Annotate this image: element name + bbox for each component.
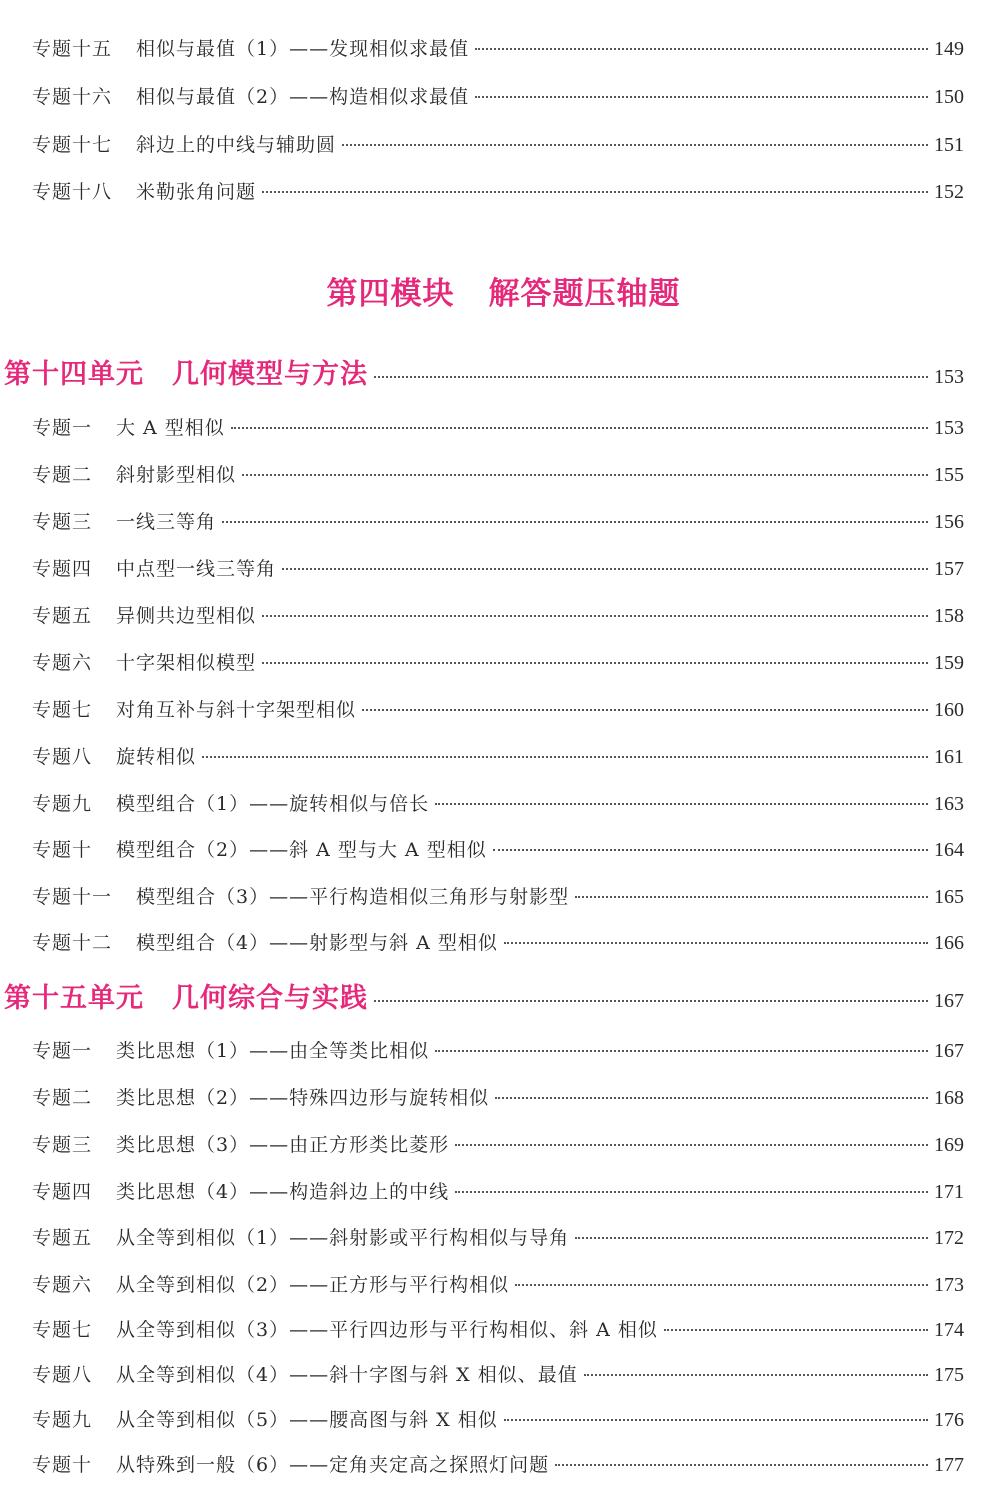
page-number: 153 xyxy=(934,366,964,388)
page-number: 149 xyxy=(934,38,964,60)
topic-title: 相似与最值（2）——构造相似求最值 xyxy=(136,86,470,108)
dot-leader xyxy=(555,1464,928,1466)
topic-title: 斜边上的中线与辅助圆 xyxy=(136,134,337,156)
topic-title: 模型组合（1）——旋转相似与倍长 xyxy=(116,793,430,815)
page-number: 164 xyxy=(934,839,964,861)
topic-number: 专题十一 xyxy=(32,886,113,908)
page-number: 177 xyxy=(934,1454,964,1476)
topic-number: 专题三 xyxy=(32,511,93,533)
page-number: 159 xyxy=(934,652,964,674)
page-number: 157 xyxy=(934,558,964,580)
topic-title: 从全等到相似（4）——斜十字图与斜 X 相似、最值 xyxy=(116,1364,578,1386)
topic-title: 模型组合（2）——斜 A 型与大 A 型相似 xyxy=(116,839,487,861)
page-number: 160 xyxy=(934,699,964,721)
dot-leader xyxy=(231,427,928,429)
dot-leader xyxy=(504,942,928,944)
topic-number: 专题六 xyxy=(32,652,93,674)
topic-number: 专题十 xyxy=(32,839,93,861)
page-number: 152 xyxy=(934,181,964,203)
dot-leader xyxy=(504,1419,928,1421)
page-number: 176 xyxy=(934,1409,964,1431)
topic-title: 从全等到相似（1）——斜射影或平行构相似与导角 xyxy=(116,1227,570,1249)
dot-leader xyxy=(664,1329,928,1331)
topic-number: 专题七 xyxy=(32,1319,93,1341)
topic-number: 专题九 xyxy=(32,1409,93,1431)
page-number: 166 xyxy=(934,932,964,954)
module-title: 解答题压轴题 xyxy=(488,276,681,312)
topic-number: 专题一 xyxy=(32,417,93,439)
page-number: 155 xyxy=(934,464,964,486)
topic-title: 中点型一线三等角 xyxy=(116,558,277,580)
topic-number: 专题十八 xyxy=(32,181,113,203)
toc-entry[interactable] xyxy=(32,742,964,769)
dot-leader xyxy=(493,849,928,851)
dot-leader xyxy=(282,568,928,570)
dot-leader xyxy=(342,144,928,146)
topic-number: 专题七 xyxy=(32,699,93,721)
toc-entry[interactable] xyxy=(32,1360,964,1387)
topic-title: 从全等到相似（5）——腰高图与斜 X 相似 xyxy=(116,1409,498,1431)
unit-heading[interactable] xyxy=(4,352,964,391)
topic-number: 专题四 xyxy=(32,558,93,580)
page-number: 174 xyxy=(934,1319,964,1341)
toc-entry[interactable] xyxy=(32,1450,964,1477)
toc-entry[interactable] xyxy=(32,413,964,440)
dot-leader xyxy=(575,896,928,898)
page-number: 173 xyxy=(934,1274,964,1296)
toc-entry[interactable] xyxy=(32,1177,964,1204)
topic-number: 专题八 xyxy=(32,1364,93,1386)
toc-entry[interactable] xyxy=(32,1223,964,1250)
toc-entry[interactable] xyxy=(32,507,964,534)
topic-number: 专题四 xyxy=(32,1181,93,1203)
topic-title: 旋转相似 xyxy=(116,746,197,768)
page-number: 167 xyxy=(934,990,964,1012)
toc-entry[interactable] xyxy=(32,1083,964,1110)
topic-number: 专题十 xyxy=(32,1454,93,1476)
topic-title: 相似与最值（1）——发现相似求最值 xyxy=(136,38,470,60)
page-number: 153 xyxy=(934,417,964,439)
topic-title: 对角互补与斜十字架型相似 xyxy=(116,699,357,721)
topic-title: 从特殊到一般（6）——定角夹定高之探照灯问题 xyxy=(116,1454,550,1476)
unit-number: 第十四单元 xyxy=(4,359,144,390)
toc-entry[interactable] xyxy=(32,1405,964,1432)
toc-entry[interactable] xyxy=(32,695,964,722)
page-number: 156 xyxy=(934,511,964,533)
dot-leader xyxy=(455,1191,928,1193)
toc-entry[interactable] xyxy=(32,1270,964,1297)
topic-number: 专题十六 xyxy=(32,86,113,108)
unit-title: 几何模型与方法 xyxy=(172,359,368,390)
topic-number: 专题八 xyxy=(32,746,93,768)
dot-leader xyxy=(575,1237,928,1239)
topic-title: 一线三等角 xyxy=(116,511,217,533)
dot-leader xyxy=(262,615,928,617)
toc-entry[interactable] xyxy=(32,928,964,955)
toc-entry[interactable] xyxy=(32,835,964,862)
page-number: 175 xyxy=(934,1364,964,1386)
toc-entry[interactable] xyxy=(32,601,964,628)
unit-title: 几何综合与实践 xyxy=(172,983,368,1014)
page-number: 161 xyxy=(934,746,964,768)
unit-heading[interactable] xyxy=(4,976,964,1015)
page-number: 151 xyxy=(934,134,964,156)
unit-number: 第十五单元 xyxy=(4,983,144,1014)
toc-entry[interactable] xyxy=(32,648,964,675)
topic-title: 米勒张角问题 xyxy=(136,181,257,203)
page-number: 167 xyxy=(934,1040,964,1062)
dot-leader xyxy=(262,662,928,664)
toc-entry[interactable] xyxy=(32,1130,964,1157)
page-number: 172 xyxy=(934,1227,964,1249)
topic-title: 类比思想（2）——特殊四边形与旋转相似 xyxy=(116,1087,490,1109)
dot-leader xyxy=(222,521,928,523)
topic-title: 类比思想（1）——由全等类比相似 xyxy=(116,1040,430,1062)
topic-title: 模型组合（3）——平行构造相似三角形与射影型 xyxy=(136,886,570,908)
dot-leader xyxy=(435,1050,928,1052)
topic-number: 专题十五 xyxy=(32,38,113,60)
module-number: 第四模块 xyxy=(326,276,455,312)
dot-leader xyxy=(242,474,928,476)
toc-entry[interactable] xyxy=(32,1036,964,1063)
topic-number: 专题五 xyxy=(32,605,93,627)
topic-number: 专题十七 xyxy=(32,134,113,156)
toc-entry[interactable] xyxy=(32,789,964,816)
page-number: 150 xyxy=(934,86,964,108)
topic-number: 专题五 xyxy=(32,1227,93,1249)
toc-entry[interactable] xyxy=(32,130,964,157)
topic-number: 专题九 xyxy=(32,793,93,815)
topic-number: 专题十二 xyxy=(32,932,113,954)
topic-title: 大 A 型相似 xyxy=(116,417,225,439)
topic-number: 专题一 xyxy=(32,1040,93,1062)
topic-number: 专题六 xyxy=(32,1274,93,1296)
page-number: 158 xyxy=(934,605,964,627)
dot-leader xyxy=(362,709,928,711)
topic-title: 异侧共边型相似 xyxy=(116,605,257,627)
dot-leader xyxy=(202,756,928,758)
page-number: 171 xyxy=(934,1181,964,1203)
page-number: 165 xyxy=(934,886,964,908)
dot-leader xyxy=(374,376,928,378)
dot-leader xyxy=(374,1000,928,1002)
topic-number: 专题二 xyxy=(32,464,93,486)
page-number: 168 xyxy=(934,1087,964,1109)
page-number: 169 xyxy=(934,1134,964,1156)
dot-leader xyxy=(515,1284,928,1286)
topic-title: 从全等到相似（3）——平行四边形与平行构相似、斜 A 相似 xyxy=(116,1319,658,1341)
topic-number: 专题二 xyxy=(32,1087,93,1109)
toc-entry[interactable] xyxy=(32,882,964,909)
toc-entry[interactable] xyxy=(32,554,964,581)
topic-title: 类比思想（3）——由正方形类比菱形 xyxy=(116,1134,450,1156)
toc-entry[interactable] xyxy=(32,460,964,487)
dot-leader xyxy=(262,191,928,193)
toc-entry[interactable] xyxy=(32,34,964,61)
toc-entry[interactable] xyxy=(32,177,964,204)
topic-title: 从全等到相似（2）——正方形与平行构相似 xyxy=(116,1274,510,1296)
dot-leader xyxy=(584,1374,928,1376)
module-heading xyxy=(0,268,1007,313)
toc-entry[interactable] xyxy=(32,82,964,109)
page-number: 163 xyxy=(934,793,964,815)
toc-entry[interactable] xyxy=(32,1315,964,1342)
dot-leader xyxy=(475,48,928,50)
topic-title: 模型组合（4）——射影型与斜 A 型相似 xyxy=(136,932,498,954)
topic-title: 类比思想（4）——构造斜边上的中线 xyxy=(116,1181,450,1203)
topic-number: 专题三 xyxy=(32,1134,93,1156)
dot-leader xyxy=(435,803,928,805)
dot-leader xyxy=(475,96,928,98)
dot-leader xyxy=(455,1144,928,1146)
dot-leader xyxy=(495,1097,928,1099)
topic-title: 斜射影型相似 xyxy=(116,464,237,486)
topic-title: 十字架相似模型 xyxy=(116,652,257,674)
